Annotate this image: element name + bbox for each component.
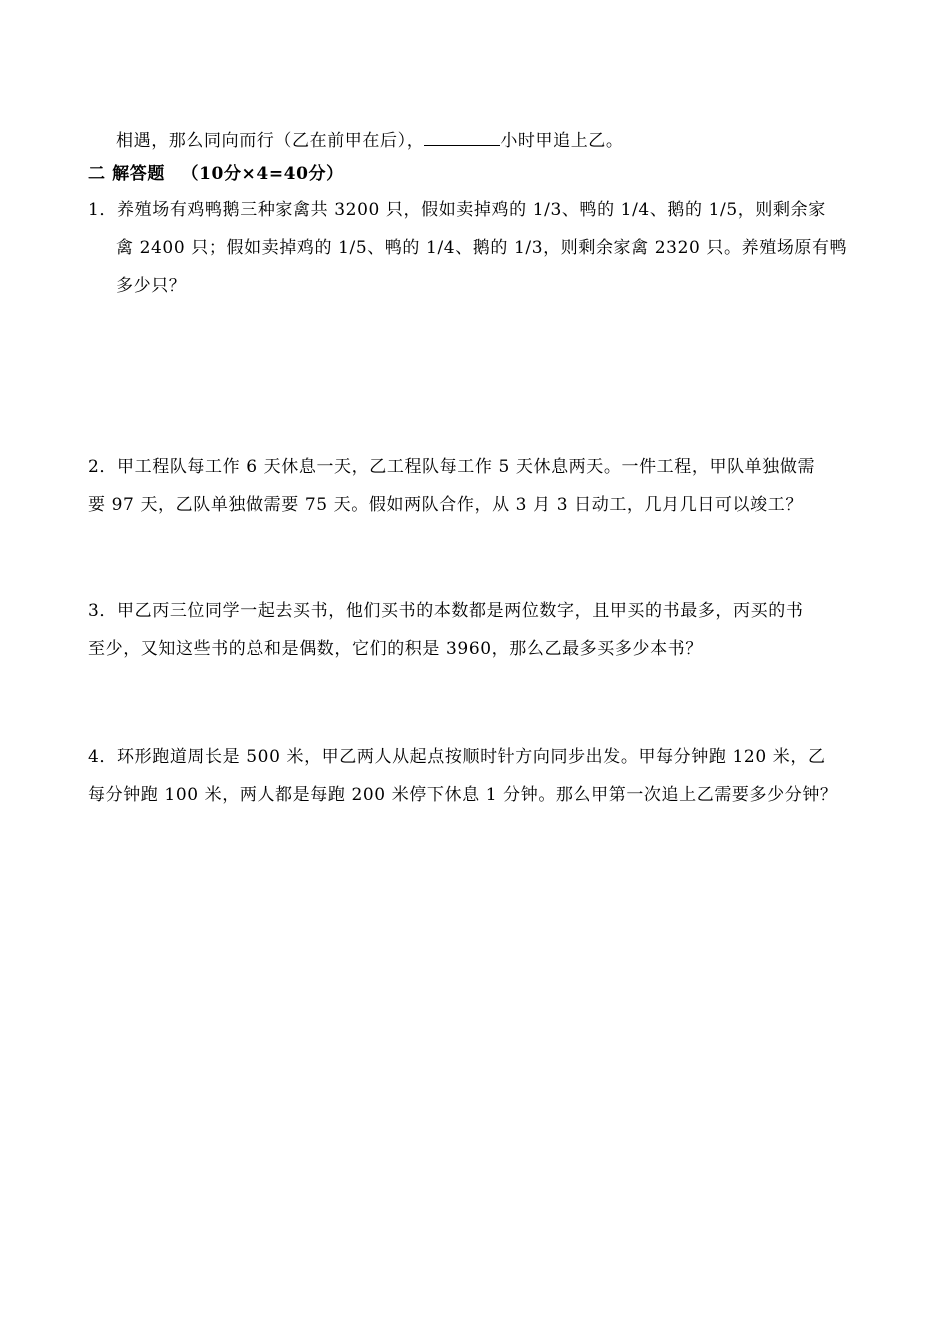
prev-question-line <box>116 128 624 153</box>
question-1-line-1 <box>88 198 826 222</box>
question-3-line-2: 至少，又知这些书的总和是偶数，它们的积是 3960，那么乙最多买多少本书？ <box>88 639 703 659</box>
question-3-text: 甲乙丙三位同学一起去买书，他们买书的本数都是两位数字，且甲买的书最多，丙买的书 <box>117 601 804 621</box>
question-1-line-3: 多少只？ <box>116 276 187 296</box>
section-score: （10分×4=40分） <box>181 164 344 184</box>
question-3-line-1 <box>88 599 803 623</box>
answer-blank <box>424 128 500 146</box>
question-2-number: 2． <box>88 457 118 477</box>
prev-question-text: 相遇，那么同向而行（乙在前甲在后）， <box>116 131 425 151</box>
question-2-line-2: 要 97 天，乙队单独做需要 75 天。假如两队合作，从 3 月 3 日动工，几月几日可以竣工？ <box>88 495 803 515</box>
question-1-number: 1． <box>88 200 118 220</box>
section-number: 二 <box>88 164 106 184</box>
question-4-line-2: 每分钟跑 100 米，两人都是每跑 200 米停下休息 1 分钟。那么甲第一次追上乙需要多少分钟？ <box>88 785 838 805</box>
question-3-number: 3． <box>88 601 118 621</box>
question-4-text: 环形跑道周长是 500 米，甲乙两人从起点按顺时针方向同步出发。甲每分钟跑 120 米，乙 <box>117 747 826 767</box>
prev-question-text-end: 小时甲追上乙。 <box>500 131 624 151</box>
question-2-line-1 <box>88 455 815 479</box>
question-4-number: 4． <box>88 747 118 767</box>
section-title: 解答题 <box>112 164 165 184</box>
question-2-text: 甲工程队每工作 6 天休息一天，乙工程队每工作 5 天休息两天。一件工程，甲队单独做需 <box>117 457 816 477</box>
question-1-line-2: 禽 2400 只；假如卖掉鸡的 1/5、鸭的 1/4、鹅的 1/3，则剩余家禽 2320 只。养殖场原有鸭 <box>116 238 848 258</box>
question-4-line-1 <box>88 745 826 769</box>
question-1-text: 养殖场有鸡鸭鹅三种家禽共 3200 只，假如卖掉鸡的 1/3、鸭的 1/4、鹅的 1/5，则剩余家 <box>117 200 826 220</box>
section-heading <box>88 162 344 186</box>
